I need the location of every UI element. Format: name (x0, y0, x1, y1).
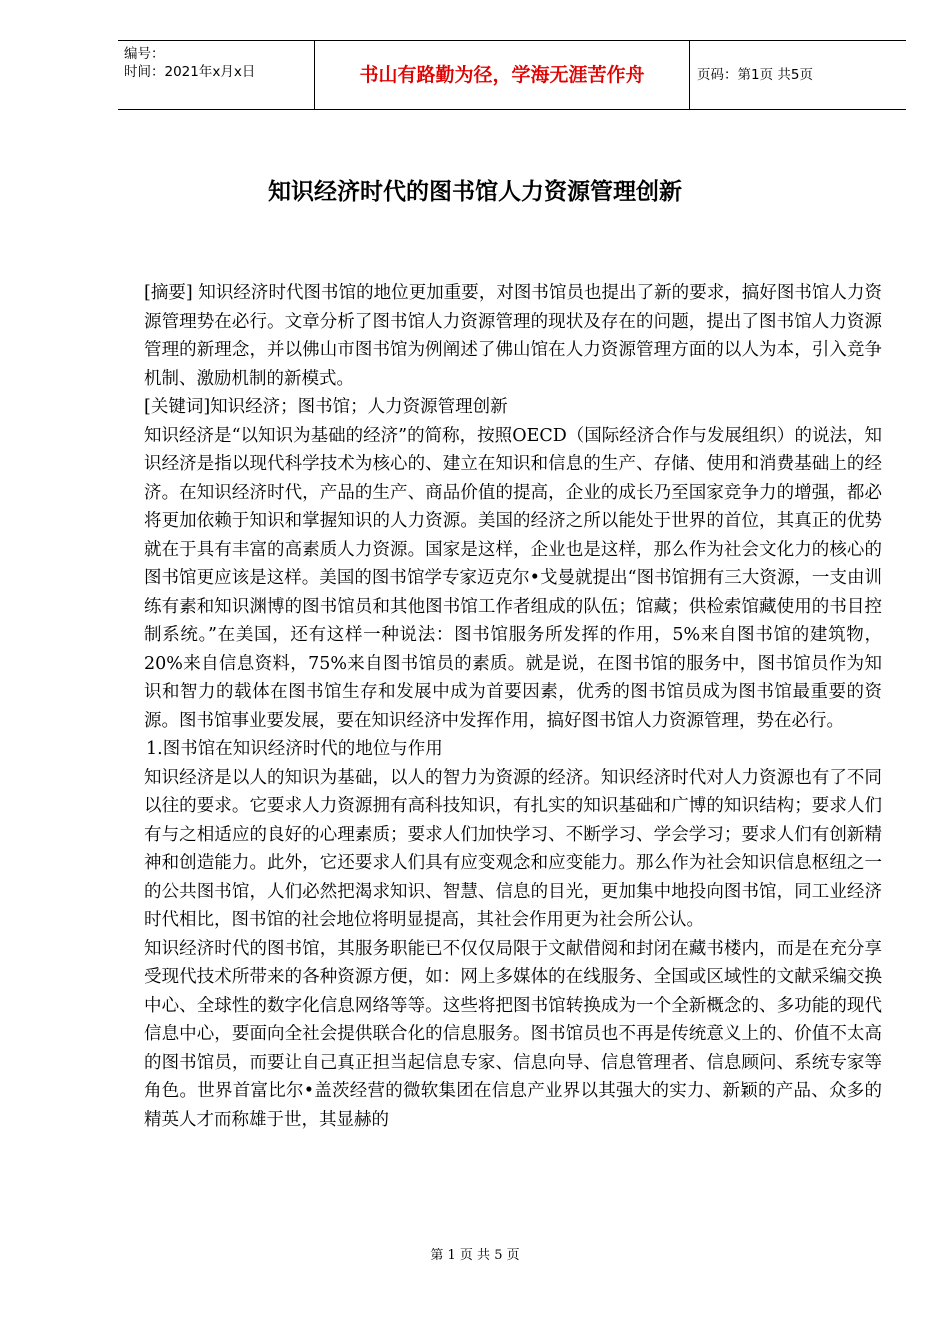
header-page-cell (690, 41, 906, 109)
header-motto: 书山有路勤为径，学海无涯苦作舟 (359, 64, 645, 86)
page-header (118, 40, 906, 110)
keywords-paragraph: [关键词]知识经济；图书馆；人力资源管理创新 (144, 397, 508, 417)
body-paragraph: 知识经济是以人的知识为基础，以人的智力为资源的经济。知识经济时代对人力资源也有了不同以往的要求。它要求人力资源拥有高科技知识，有扎实的知识基础和广博的知识结构；要求人们有与之相适应的良好的心理素质；要求人们加快学习、不断学习、学会学习；要求人们有创新精神和创造能力。此外，它还要求人们具有应变观念和应变能力。那么作为社会知识信息枢纽之一的公共图书馆，人们必然把渴求知识、智慧、信息的目光，更加集中地投向图书馆，同工业经济时代相比，图书馆的社会地位将明显提高，其社会作用更为社会所公认。 (144, 767, 882, 930)
header-page-info: 页码：第1页 共5页 (697, 67, 813, 83)
abstract-paragraph: [摘要] 知识经济时代图书馆的地位更加重要，对图书馆员也提出了新的要求，搞好图书馆人力资源管理势在必行。文章分析了图书馆人力资源管理的现状及存在的问题，提出了图书馆人力资源管理的新理念，并以佛山市图书馆为例阐述了佛山馆在人力资源管理方面的以人为本，引入竞争机制、激励机制的新模式。 (144, 283, 882, 389)
document-time-label: 时间：2021年x月x日 (124, 64, 256, 80)
body-paragraph: 知识经济是“以知识为基础的经济”的简称，按照OECD（国际经济合作与发展组织）的说法，知识经济是指以现代科学技术为核心的、建立在知识和信息的生产、存储、使用和消费基础上的经济。在知识经济时代，产品的生产、商品价值的提高，企业的成长乃至国家竞争力的增强，都必将更加依赖于知识和掌握知识的人力资源。美国的经济之所以能处于世界的首位，其真正的优势就在于具有丰富的高素质人力资源。国家是这样，企业也是这样，那么作为社会文化力的核心的图书馆更应该是这样。美国的图书馆学专家迈克尔•戈曼就提出“图书馆拥有三大资源，一支由训练有素和知识渊博的图书馆员和其他图书馆工作者组成的队伍；馆藏；供检索馆藏使用的书目控制系统。”在美国，还有这样一种说法：图书馆服务所发挥的作用，5%来自图书馆的建筑物，20%来自信息资料，75%来自图书馆员的素质。就是说，在图书馆的服务中，图书馆员作为知识和智力的载体在图书馆生存和发展中成为首要因素，优秀的图书馆员成为图书馆最重要的资源。图书馆事业要发展，要在知识经济中发挥作用，搞好图书馆人力资源管理，势在必行。 (144, 425, 882, 731)
document-title: 知识经济时代的图书馆人力资源管理创新 (268, 179, 682, 205)
page-footer: 第 1 页 共 5 页 (430, 1248, 520, 1263)
header-motto-cell (315, 41, 690, 109)
body-paragraph: 知识经济时代的图书馆，其服务职能已不仅仅局限于文献借阅和封闭在藏书楼内，而是在充分享受现代技术所带来的各种资源方便，如：网上多媒体的在线服务、全国或区域性的文献采编交换中心、全球性的数字化信息网络等等。这些将把图书馆转换成为一个全新概念的、多功能的现代信息中心，要面向全社会提供联合化的信息服务。图书馆员也不再是传统意义上的、价值不太高的图书馆员，而要让自己真正担当起信息专家、信息向导、信息管理者、信息顾问、系统专家等角色。世界首富比尔•盖茨经营的微软集团在信息产业界以其强大的实力、新颖的产品、众多的精英人才而称雄于世，其显赫的 (144, 938, 882, 1130)
document-body (144, 279, 882, 1134)
document-number-label: 编号： (124, 46, 165, 62)
section-heading: 1.图书馆在知识经济时代的地位与作用 (146, 739, 443, 759)
header-meta-cell (118, 41, 315, 109)
